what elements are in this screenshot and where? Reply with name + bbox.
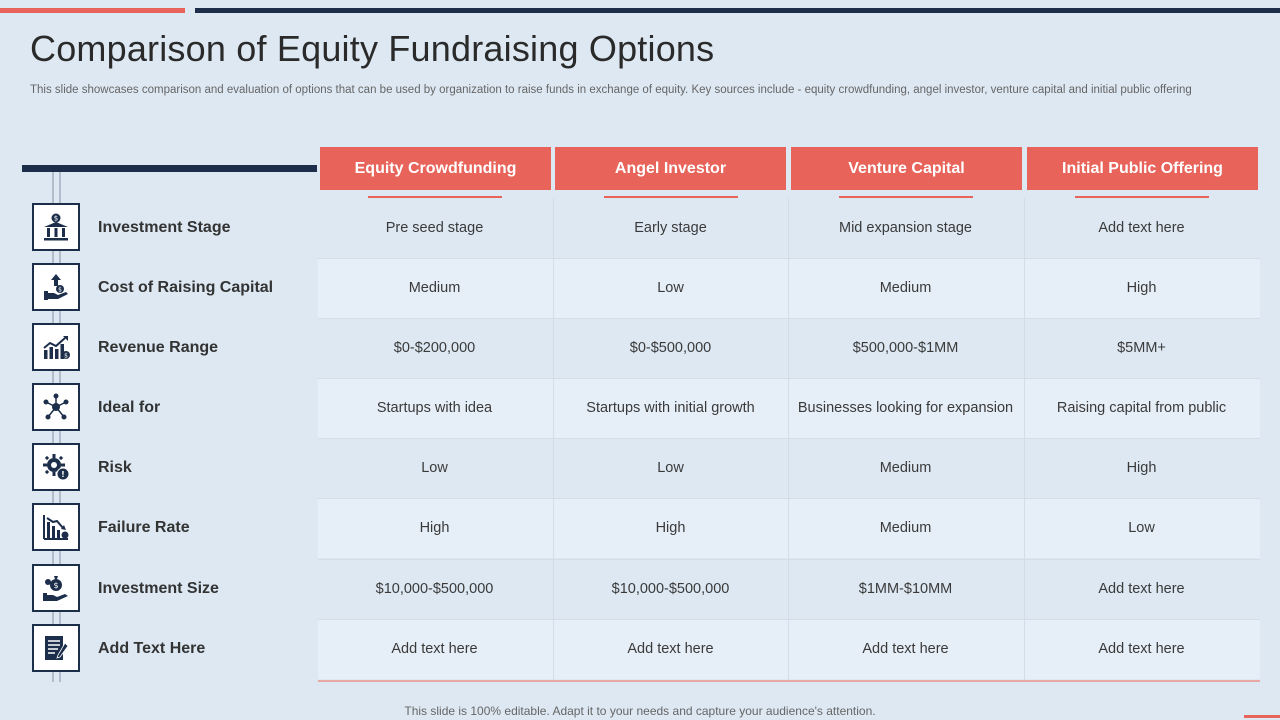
table-row-investment-stage [0, 198, 1280, 258]
table-row-add-text-here [0, 619, 1280, 679]
bank-dollar-icon [32, 203, 80, 251]
table-cell: Medium [879, 459, 932, 476]
table-cell: $5MM+ [1117, 339, 1166, 356]
table-cell: $500,000-$1MM [852, 339, 959, 356]
top-accent-bar-navy [195, 8, 1280, 13]
table-cell: $1MM-$10MM [858, 580, 953, 597]
table-cell: Mid expansion stage [839, 219, 972, 236]
table-cell: Startups with initial growth [586, 399, 755, 416]
column-header-equity-crowdfunding: Equity Crowdfunding [320, 147, 551, 190]
table-cell: Low [657, 279, 684, 296]
table-cell: Low [657, 459, 684, 476]
table-row-investment-size [0, 559, 1280, 619]
column-divider [1024, 198, 1025, 680]
table-cell: Businesses looking for expansion [797, 399, 1014, 416]
gear-warning-icon [32, 443, 80, 491]
svg-text:$: $ [64, 352, 68, 360]
row-label: Investment Stage [98, 219, 231, 236]
table-cell: Pre seed stage [385, 219, 484, 236]
svg-text:$: $ [53, 214, 59, 223]
row-divider [318, 559, 1260, 560]
growth-chart-icon [32, 323, 80, 371]
row-divider [318, 438, 1260, 439]
row-divider [318, 378, 1260, 379]
svg-text:!: ! [61, 470, 65, 479]
table-cell: Early stage [634, 219, 707, 236]
column-header-initial-public-offering: Initial Public Offering [1027, 147, 1258, 190]
table-cell: $0-$200,000 [393, 339, 476, 356]
table-bottom-line [318, 680, 1260, 682]
row-divider [318, 619, 1260, 620]
table-row-failure-rate [0, 498, 1280, 558]
network-hub-icon [32, 383, 80, 431]
row-label: Add Text Here [98, 640, 206, 657]
table-row-risk [0, 438, 1280, 498]
table-cell: Add text here [1098, 580, 1185, 597]
table-cell: $10,000-$500,000 [611, 580, 730, 597]
footer-note: This slide is 100% editable. Adapt it to your needs and capture your audience's attention. [404, 704, 876, 718]
table-row-revenue-range [0, 318, 1280, 378]
table-row-ideal-for [0, 378, 1280, 438]
row-divider [318, 258, 1260, 259]
column-divider [788, 198, 789, 680]
table-cell: High [419, 519, 450, 536]
declining-chart-icon [32, 503, 80, 551]
row-label: Failure Rate [98, 519, 190, 536]
hand-money-up-icon [32, 263, 80, 311]
svg-text:$: $ [58, 286, 62, 294]
table-cell: Add text here [391, 640, 478, 657]
table-cell: Add text here [862, 640, 949, 657]
table-cell: Startups with idea [376, 399, 493, 416]
table-cell: Low [1128, 519, 1155, 536]
column-divider [553, 198, 554, 680]
page-subtitle: This slide showcases comparison and evaluation of options that can be used by organization to raise funds in exchange of equity. Key sources include - equity crowdfunding, angel investor, venture capital and initial public offering [30, 84, 1192, 96]
bottom-right-accent [1244, 715, 1280, 718]
table-cell: Medium [408, 279, 461, 296]
row-label: Investment Size [98, 580, 219, 597]
row-label: Risk [98, 459, 132, 476]
table-row-cost-of-raising-capital [0, 258, 1280, 318]
table-cell: Medium [879, 279, 932, 296]
table-cell: Medium [879, 519, 932, 536]
table-cell: Raising capital from public [1056, 399, 1227, 416]
table-cell: Low [421, 459, 448, 476]
table-cell: Add text here [1098, 219, 1185, 236]
table-cell: High [655, 519, 686, 536]
left-header-bar [22, 165, 317, 172]
row-label: Cost of Raising Capital [98, 279, 274, 296]
document-pen-icon [32, 624, 80, 672]
svg-text:$: $ [53, 581, 59, 590]
column-header-angel-investor: Angel Investor [555, 147, 786, 190]
row-label: Ideal for [98, 399, 161, 416]
table-cell: High [1126, 279, 1157, 296]
table-cell: High [1126, 459, 1157, 476]
table-cell: Add text here [627, 640, 714, 657]
table-cell: Add text here [1098, 640, 1185, 657]
row-label: Revenue Range [98, 339, 219, 356]
row-divider [318, 498, 1260, 499]
hand-money-bag-icon [32, 564, 80, 612]
column-header-venture-capital: Venture Capital [791, 147, 1022, 190]
row-divider [318, 318, 1260, 319]
table-cell: $0-$500,000 [629, 339, 712, 356]
top-accent-bar-red [0, 8, 185, 13]
page-title: Comparison of Equity Fundraising Options [30, 28, 715, 69]
table-cell: $10,000-$500,000 [375, 580, 494, 597]
